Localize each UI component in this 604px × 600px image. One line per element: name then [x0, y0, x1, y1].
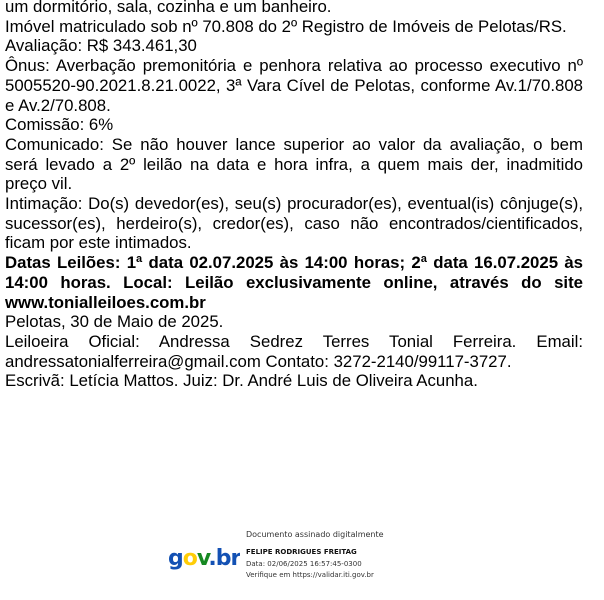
signature-verify-link[interactable]: Verifique em https://validar.iti.gov.br: [246, 571, 374, 579]
paragraph-notice: Comunicado: Se não houver lance superior ao valor da avaliação, o bem será levado a 2º leilão na data e hora infra, a quem mais der, inadmitido preço vil.: [5, 134, 583, 194]
document-body: [5, 0, 583, 391]
gov-br-logo: [168, 536, 240, 576]
paragraph-auction-dates: Datas Leilões: 1ª data 02.07.2025 às 14:00 horas; 2ª data 16.07.2025 às 14:00 horas. Local: Leilão exclusivamente online, através do site www.tonialleiloes.com.br: [5, 253, 583, 312]
paragraph-valuation: Avaliação: R$ 343.461,30: [5, 36, 197, 56]
digital-signature-block: [168, 528, 428, 590]
paragraph-description: um dormitório, sala, cozinha e um banheiro.: [5, 0, 332, 16]
paragraph-clerk-judge: Escrivã: Letícia Mattos. Juiz: Dr. André Luis de Oliveira Acunha.: [5, 371, 478, 391]
signature-title: Documento assinado digitalmente: [246, 530, 384, 539]
paragraph-place-date: Pelotas, 30 de Maio de 2025.: [5, 312, 224, 332]
paragraph-encumbrance: Ônus: Averbação premonitória e penhora relativa ao processo executivo nº 5005520-90.2021.8.21.0022, 3ª Vara Cível de Pelotas, conforme Av.1/70.808 e Av.2/70.808.: [5, 56, 583, 115]
paragraph-registration: Imóvel matriculado sob nº 70.808 do 2º Registro de Imóveis de Pelotas/RS.: [5, 16, 567, 36]
signature-date: Data: 02/06/2025 16:57:45-0300: [246, 560, 362, 568]
signer-name: FELIPE RODRIGUES FREITAG: [246, 548, 357, 556]
paragraph-commission: Comissão: 6%: [5, 115, 114, 135]
paragraph-auctioneer: Leiloeira Oficial: Andressa Sedrez Terres Tonial Ferreira. Email: andressatonialferreira@gmail.com Contato: 3272-2140/99117-3727.: [5, 331, 583, 371]
paragraph-summons: Intimação: Do(s) devedor(es), seu(s) procurador(es), eventual(is) cônjuge(s), sucessor(es), herdeiro(s), credor(es), caso não encontrados/cientificados, ficam por este intimados.: [5, 194, 583, 253]
svg-text:gov.br: gov.br: [168, 546, 240, 571]
